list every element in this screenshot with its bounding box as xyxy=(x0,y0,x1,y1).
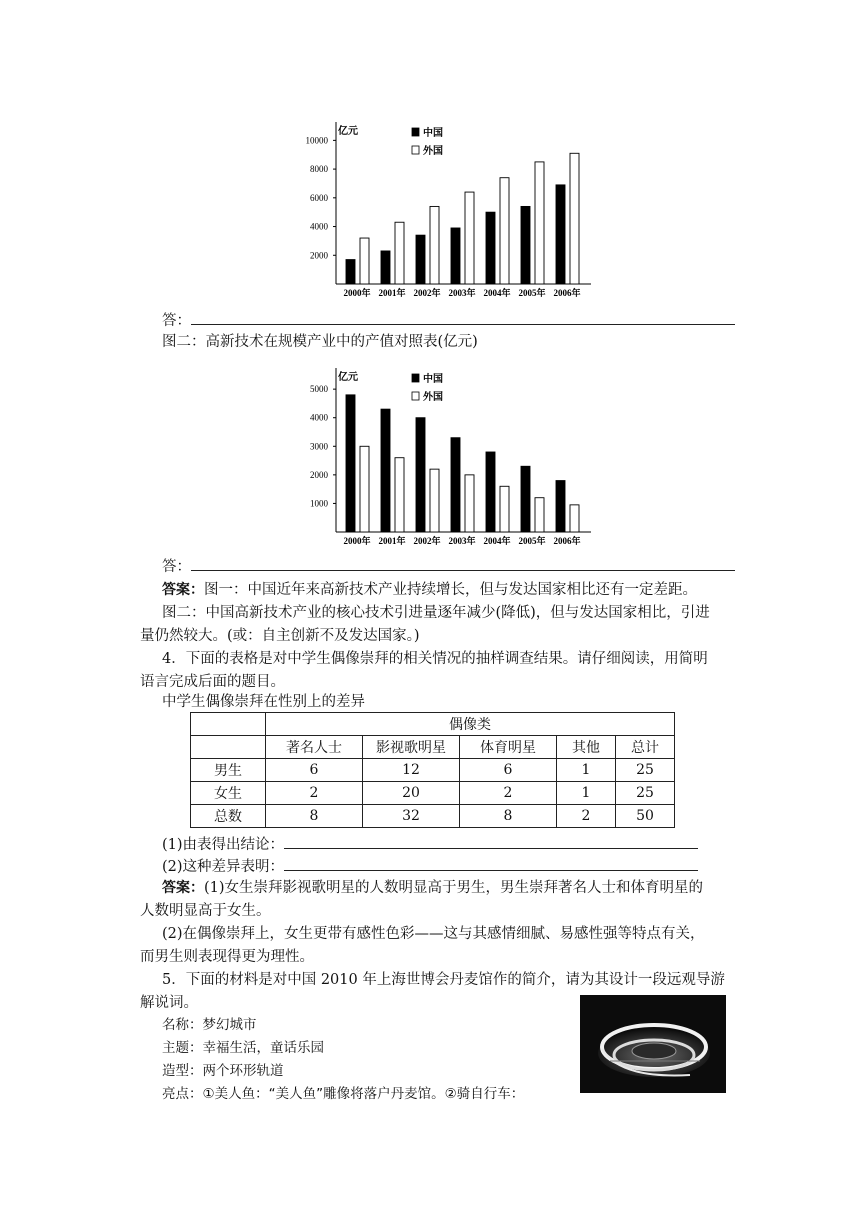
legend-label: 外国 xyxy=(423,392,443,403)
q4-sub-1: (1)由表得出结论： xyxy=(162,834,698,855)
x-tick-label: 2005年 xyxy=(518,536,546,546)
row-label: 总数 xyxy=(191,805,266,828)
x-tick-label: 2003年 xyxy=(448,536,476,546)
x-tick-label: 2006年 xyxy=(553,288,581,298)
answer-3-line-3: 量仍然较大。(或：自主创新不及发达国家。) xyxy=(140,628,420,644)
bar xyxy=(360,446,369,532)
bar xyxy=(451,438,460,532)
cell: 8 xyxy=(266,805,363,828)
column-header: 著名人士 xyxy=(266,736,363,759)
cell: 50 xyxy=(616,805,675,828)
y-tick-label: 4000 xyxy=(310,412,328,423)
y-tick-label: 3000 xyxy=(310,441,328,452)
cell: 25 xyxy=(616,782,675,805)
answer-line-2: 答： xyxy=(162,556,735,577)
column-header: 体育明星 xyxy=(460,736,557,759)
x-tick-label: 2006年 xyxy=(553,536,581,546)
row-label: 女生 xyxy=(191,782,266,805)
corner-cell xyxy=(191,713,266,736)
material-theme: 主题：幸福生活，童话乐园 xyxy=(162,1040,324,1056)
answer-4-line-1: 答案：(1)女生崇拜影视歌明星的人数明显高于男生，男生崇拜著名人士和体育明星的 xyxy=(162,880,704,896)
y-tick-label: 6000 xyxy=(310,192,328,203)
column-header: 总计 xyxy=(616,736,675,759)
cell: 20 xyxy=(363,782,460,805)
x-tick-label: 2004年 xyxy=(483,288,511,298)
answer-4-line-4: 而男生则表现得更为理性。 xyxy=(140,949,314,965)
x-tick-label: 2000年 xyxy=(343,536,371,546)
q5-line-1: 5．下面的材料是对中国 2010 年上海世博会丹麦馆作的简介，请为其设计一段远观导游 xyxy=(162,972,725,988)
cell: 6 xyxy=(266,759,363,782)
bar xyxy=(570,505,579,532)
bar xyxy=(381,251,390,284)
cell: 32 xyxy=(363,805,460,828)
bar xyxy=(395,458,404,532)
answer-4-line-3: (2)在偶像崇拜上，女生更带有感性色彩——这与其感情细腻、易感性强等特点有关， xyxy=(162,926,705,942)
legend-swatch xyxy=(412,128,419,136)
legend-swatch xyxy=(412,392,419,400)
x-tick-label: 2005年 xyxy=(518,288,546,298)
bar xyxy=(430,469,439,532)
bar xyxy=(486,212,495,284)
q5-line-2: 解说词。 xyxy=(140,995,198,1011)
survey-table xyxy=(190,712,675,828)
q4-sub-2: (2)这种差异表明： xyxy=(162,856,698,877)
bar xyxy=(381,409,390,532)
q4-line-2: 语言完成后面的题目。 xyxy=(140,674,285,690)
cell: 6 xyxy=(460,759,557,782)
material-name: 名称：梦幻城市 xyxy=(162,1017,257,1033)
legend-swatch xyxy=(412,146,419,154)
answer-3-line-2: 图二：中国高新技术产业的核心技术引进量逐年减少(降低)，但与发达国家相比，引进 xyxy=(162,605,710,621)
group-header: 偶像类 xyxy=(266,713,675,736)
material-shape: 造型：两个环形轨道 xyxy=(162,1063,284,1079)
answer-blank[interactable] xyxy=(191,556,735,571)
bar xyxy=(465,475,474,532)
table-row xyxy=(191,782,675,805)
chart-1 xyxy=(290,118,600,300)
cell: 1 xyxy=(557,759,616,782)
table-row xyxy=(191,805,675,828)
y-tick-label: 8000 xyxy=(310,164,328,175)
empty-cell xyxy=(191,736,266,759)
unit-label: 亿元 xyxy=(338,126,358,137)
cell: 2 xyxy=(460,782,557,805)
y-tick-label: 2000 xyxy=(310,250,328,261)
y-tick-label: 5000 xyxy=(310,384,328,395)
bar xyxy=(521,206,530,284)
answer-blank[interactable] xyxy=(284,856,698,871)
y-tick-label: 10000 xyxy=(305,135,328,146)
cell: 1 xyxy=(557,782,616,805)
bar xyxy=(486,452,495,532)
column-header: 其他 xyxy=(557,736,616,759)
fig2-caption: 图二：高新技术在规模产业中的产值对照表(亿元) xyxy=(162,334,478,350)
bar xyxy=(360,238,369,284)
bar xyxy=(395,222,404,284)
bar xyxy=(500,178,509,284)
cell: 2 xyxy=(266,782,363,805)
pavilion-photo xyxy=(580,995,726,1093)
table-row xyxy=(191,759,675,782)
x-tick-label: 2002年 xyxy=(413,536,441,546)
bar xyxy=(521,466,530,532)
bar xyxy=(430,206,439,284)
answer-line-1: 答： xyxy=(162,310,735,331)
answer-blank[interactable] xyxy=(284,834,698,849)
y-tick-label: 4000 xyxy=(310,221,328,232)
q4-line-1: 4．下面的表格是对中学生偶像崇拜的相关情况的抽样调查结果。请仔细阅读，用简明 xyxy=(162,651,708,667)
bar xyxy=(535,162,544,284)
row-label: 男生 xyxy=(191,759,266,782)
legend-label: 外国 xyxy=(423,146,443,157)
x-tick-label: 2000年 xyxy=(343,288,371,298)
y-tick-label: 1000 xyxy=(310,498,328,509)
legend-swatch xyxy=(412,374,419,382)
legend-label: 中国 xyxy=(423,128,443,139)
bar xyxy=(556,185,565,284)
answer-4-line-2: 人数明显高于女生。 xyxy=(140,903,271,919)
bar xyxy=(500,486,509,532)
unit-label: 亿元 xyxy=(338,372,358,383)
bar xyxy=(346,395,355,532)
answer-3-line-1: 答案：图一：中国近年来高新技术产业持续增长，但与发达国家相比还有一定差距。 xyxy=(162,582,697,598)
x-tick-label: 2001年 xyxy=(378,536,406,546)
bar xyxy=(416,235,425,284)
legend-label: 中国 xyxy=(423,374,443,385)
bar xyxy=(535,498,544,532)
x-tick-label: 2001年 xyxy=(378,288,406,298)
table-title: 中学生偶像崇拜在性别上的差异 xyxy=(162,694,365,710)
column-header: 影视歌明星 xyxy=(363,736,460,759)
bar xyxy=(346,260,355,284)
bar xyxy=(416,418,425,532)
y-tick-label: 2000 xyxy=(310,469,328,480)
x-tick-label: 2003年 xyxy=(448,288,476,298)
bar xyxy=(451,228,460,284)
answer-blank[interactable] xyxy=(191,310,735,325)
cell: 8 xyxy=(460,805,557,828)
bar xyxy=(465,192,474,284)
bar xyxy=(556,481,565,532)
cell: 2 xyxy=(557,805,616,828)
cell: 12 xyxy=(363,759,460,782)
x-tick-label: 2004年 xyxy=(483,536,511,546)
cell: 25 xyxy=(616,759,675,782)
x-tick-label: 2002年 xyxy=(413,288,441,298)
bar xyxy=(570,153,579,284)
chart-2 xyxy=(290,364,600,548)
material-highlight: 亮点：①美人鱼：“美人鱼”雕像将落户丹麦馆。②骑自行车： xyxy=(162,1086,525,1102)
